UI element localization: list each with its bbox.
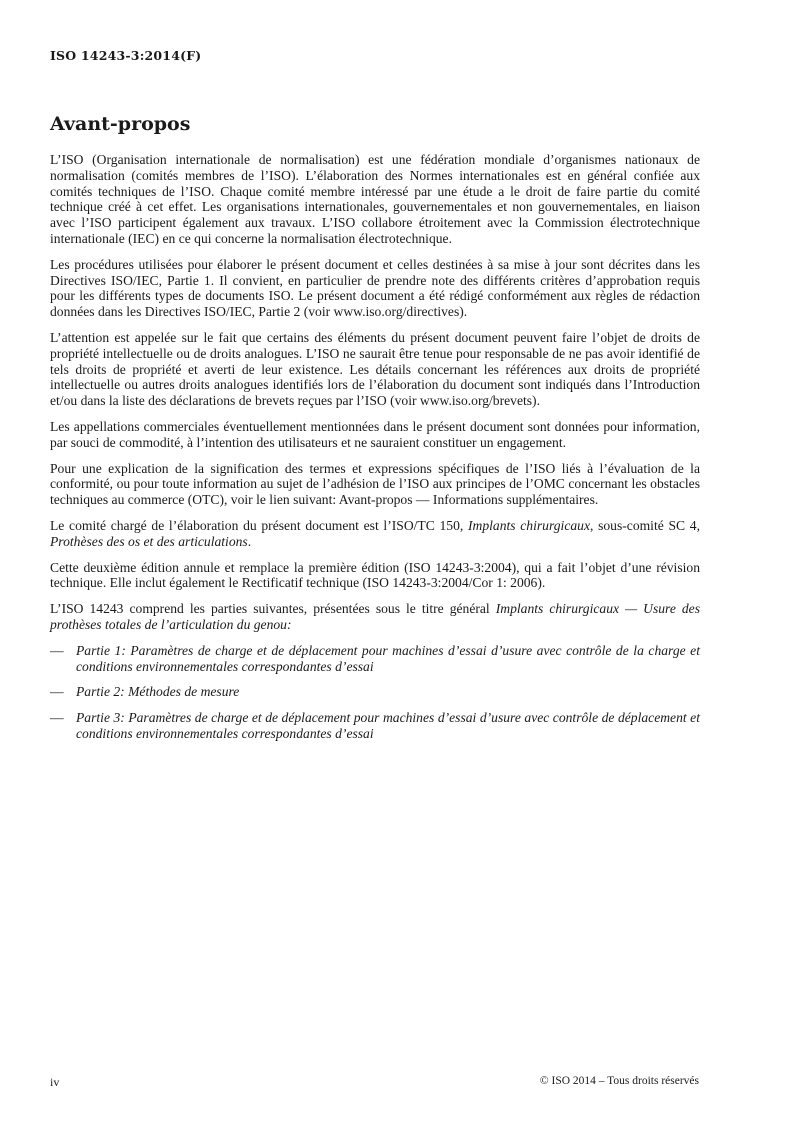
list-item-part-1: Partie 1: Paramètres de charge et de déplacement pour machines d’essai d’usure avec contrôle de la charge et conditions environnementales correspondantes d’essai [76,642,700,674]
list-item [50,643,700,675]
page-number: iv [50,1075,60,1089]
committee-text-c: , sous-comité SC 4, [589,517,700,533]
list-item-part-2: Partie 2: Méthodes de mesure [76,684,240,700]
paragraph-procedures: Les procédures utilisées pour élaborer le présent document et celles destinées à sa mise à jour sont décrites dans les Directives ISO/IEC, Partie 1. Il convient, en particulier de prendre note des différents critères d’approbation requis pour les différents types de documents ISO. Le présent document a été rédigé conformément aux règles de rédaction données dans les Directives ISO/IEC, Partie 2 (voir www.iso.org/directives). [50,256,700,320]
paragraph-iso-intro: L’ISO (Organisation internationale de normalisation) est une fédération mondiale d’organismes nationaux de normalisation (comités membres de l’ISO). L’élaboration des Normes internationales est en général confiée aux comités techniques de l’ISO. Chaque comité membre intéressé par une étude a le droit de faire partie du comité technique créé à cet effet. Les organisations internationales, gouvernementales et non gouvernementales, en liaison avec l’ISO participent également aux travaux. L’ISO collabore étroitement avec la Commission électrotechnique internationale (IEC) en ce qui concerne la normalisation électrotechnique. [50,152,700,246]
paragraph-patent-rights: L’attention est appelée sur le fait que certains des éléments du présent document peuvent faire l’objet de droits de propriété intellectuelle ou de droits analogues. L’ISO ne saurait être tenue pour responsable de ne pas avoir identifié de tels droits de propriété et averti de leur existence. Les détails concernant les références aux droits de propriété intellectuelle ou autres droits analogues identifiés lors de l’élaboration du document sont indiqués dans l’Introduction et/ou dans la liste des déclarations de brevets reçues par l’ISO (voir www.iso.org/brevets). [50,329,700,409]
committee-text-e: . [247,533,252,549]
subcommittee-name: Prothèses des os et des articulations [50,533,248,549]
paragraph-committee [50,518,700,550]
paragraph-parts-intro [50,601,700,633]
committee-name: Implants chirurgicaux [467,517,590,533]
list-dash: — [50,684,64,700]
parts-general-title: Implants chirurgicaux — Usure des prothèses totales de l’articulation du genou: [50,601,700,632]
page-title: Avant-propos [50,113,191,135]
list-item [50,684,700,700]
list-item [50,710,700,742]
list-dash: — [50,710,64,726]
list-item-part-3: Partie 3: Paramètres de charge et de déplacement pour machines d’essai d’usure avec contrôle de déplacement et conditions environnementales correspondantes d’essai [76,710,700,741]
document-id: ISO 14243-3:2014(F) [50,48,202,63]
list-dash: — [50,642,64,658]
committee-text-a: Le comité chargé de l’élaboration du présent document est l’ISO/TC 150, [50,517,468,533]
paragraph-trade-names: Les appellations commerciales éventuellement mentionnées dans le présent document sont données pour information, par souci de commodité, à l’intention des utilisateurs et ne sauraient constituer un engagement. [50,418,700,450]
parts-intro-text: L’ISO 14243 comprend les parties suivantes, présentées sous le titre général [50,601,496,617]
copyright-notice: © ISO 2014 – Tous droits réservés [539,1075,699,1087]
foreword-body [50,152,700,752]
paragraph-edition: Cette deuxième édition annule et remplace la première édition (ISO 14243-3:2004), qui a fait l’objet d’une révision technique. Elle inclut également le Rectificatif technique (ISO 14243-3:2004/Cor 1: 2006). [50,559,700,591]
paragraph-conformity: Pour une explication de la signification des termes et expressions spécifiques de l’ISO liés à l’évaluation de la conformité, ou pour toute information au sujet de l’adhésion de l’ISO aux principes de l’OMC concernant les obstacles techniques au commerce (OTC), voir le lien suivant: Avant-propos — Informations supplémentaires. [50,460,700,508]
